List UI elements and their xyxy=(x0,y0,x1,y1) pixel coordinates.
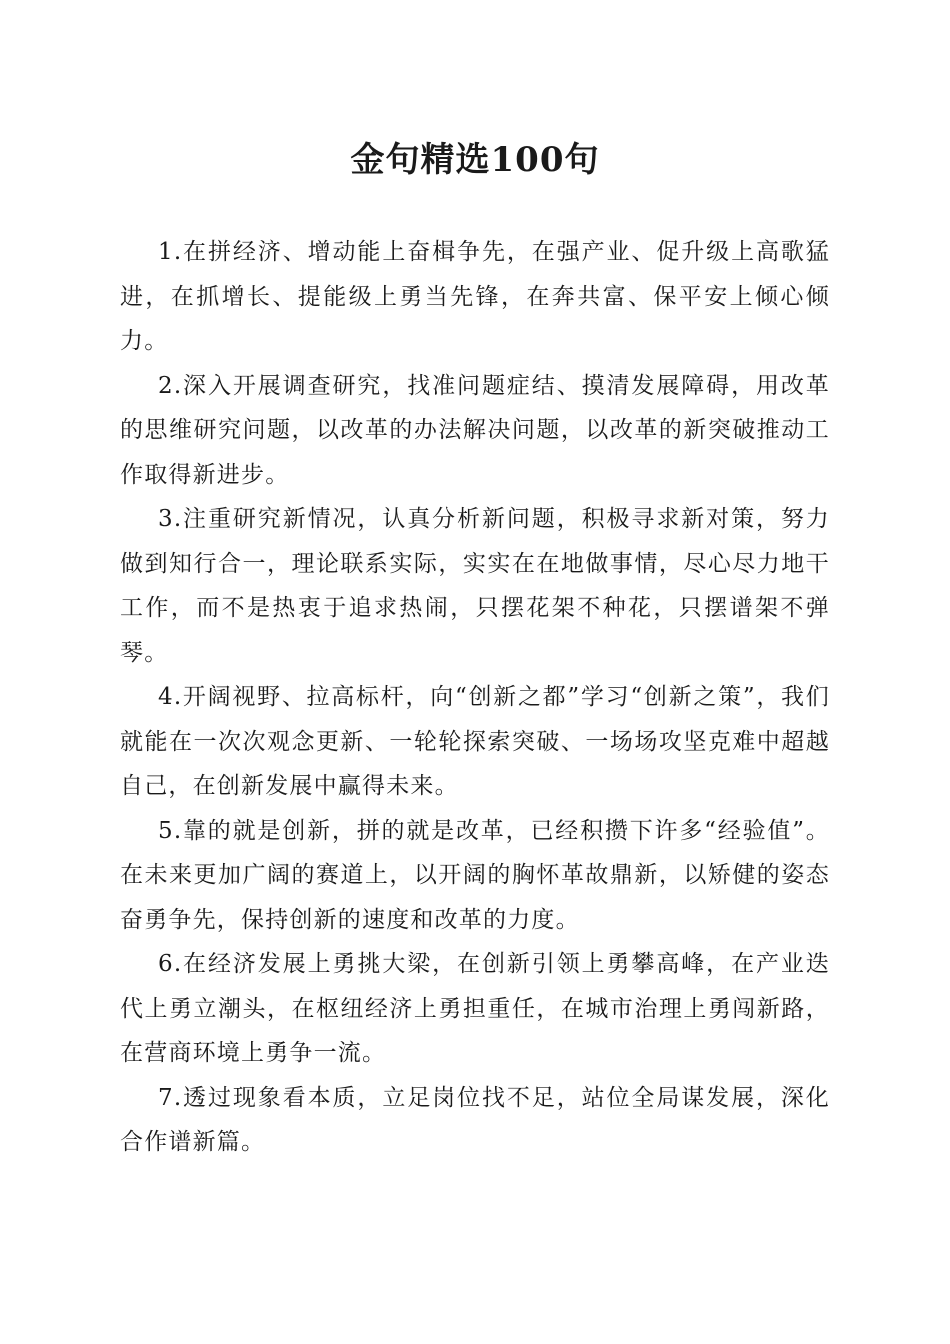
paragraph-1: 1.在拼经济、增动能上奋楫争先，在强产业、促升级上高歌猛进，在抓增长、提能级上勇当先锋，在奔共富、保平安上倾心倾力。 xyxy=(120,239,830,354)
paragraph-2: 2.深入开展调查研究，找准问题症结、摸清发展障碍，用改革的思维研究问题，以改革的办法解决问题，以改革的新突破推动工作取得新进步。 xyxy=(120,372,830,488)
paragraph-3: 3.注重研究新情况，认真分析新问题，积极寻求新对策，努力做到知行合一，理论联系实际，实实在在地做事情，尽心尽力地干工作，而不是热衷于追求热闹，只摆花架不种花，只摆谱架不弹琴。 xyxy=(120,506,830,666)
paragraph-6: 6.在经济发展上勇挑大梁，在创新引领上勇攀高峰，在产业迭代上勇立潮头，在枢纽经济上勇担重任，在城市治理上勇闯新路，在营商环境上勇争一流。 xyxy=(120,951,830,1066)
paragraph-7: 7.透过现象看本质，立足岗位找不足，站位全局谋发展，深化合作谱新篇。 xyxy=(120,1084,830,1155)
document-body xyxy=(120,230,830,1165)
document-title: 金句精选100句 xyxy=(350,140,600,180)
paragraph-4: 4.开阔视野、拉高标杆，向“创新之都”学习“创新之策”，我们就能在一次次观念更新、一轮轮探索突破、一场场攻坚克难中超越自己，在创新发展中赢得未来。 xyxy=(120,684,830,799)
paragraph-5: 5.靠的就是创新，拼的就是改革，已经积攒下许多“经验值”。在未来更加广阔的赛道上，以开阔的胸怀革故鼎新，以矫健的姿态奋勇争先，保持创新的速度和改革的力度。 xyxy=(120,817,830,933)
